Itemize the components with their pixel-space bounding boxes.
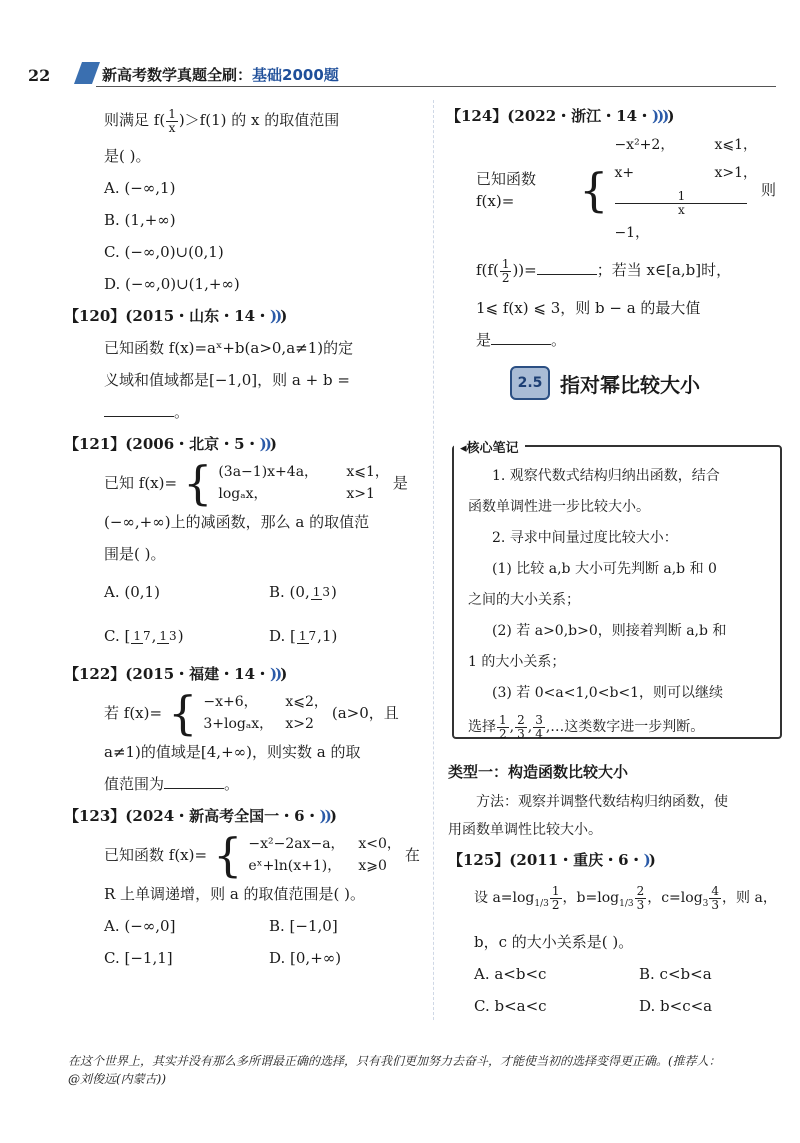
answer-blank[interactable] <box>104 402 174 417</box>
difficulty-moon-icon: ))) <box>652 107 668 125</box>
option-b[interactable]: B. (0, 1 3) <box>269 583 337 601</box>
option-a[interactable]: A. (0,1) <box>104 583 160 601</box>
header-rule <box>96 86 776 87</box>
option-d[interactable]: D. [ 1 7,1) <box>269 627 338 645</box>
type-one-title: 类型一：构造函数比较大小 <box>448 763 629 781</box>
option-b[interactable]: B. (1,+∞) <box>104 211 176 229</box>
header-stripe <box>74 62 100 84</box>
book-title: 新高考数学真题全刷：基础2000题 <box>102 66 339 84</box>
column-divider <box>433 100 434 1020</box>
option-c[interactable]: C. [ 1 7, 1 3) <box>104 627 184 645</box>
page-number: 22 <box>28 66 51 85</box>
question-119-continuation: 则满足 f( $\frac{1}{x}$ )＞f(1) 的 x 的取值范围 是( )。 A. (−∞,1) B. (1,+∞) C. (−∞,0)∪(0,1) D. (−∞,0)∪(1,+∞) <box>64 100 424 300</box>
left-column <box>64 100 424 974</box>
option-d[interactable]: D. [0,+∞) <box>269 949 342 967</box>
type-one-block: 类型一：构造函数比较大小 方法：观察并调整代数结构归纳函数，使 用函数单调性比较大小。 【125】(2011・重庆・6・)) 设 $a=\log_{1/3}$ $\frac{1}{2}$ ，$b=\log_{1/3}$ $\frac{2}{3}$ ，$c=\log_3$ $\frac{4}{3}$ ，则 a， b，c 的大小关系是( )。 A. a<b<c B. c<b<a C. b<a<c D. b<c<a <box>448 756 778 1022</box>
difficulty-moon-icon: )) <box>259 435 270 453</box>
option-a[interactable]: A. a<b<c <box>474 964 547 983</box>
option-b[interactable]: B. c<b<a <box>639 964 712 983</box>
section-title: 指对幂比较大小 <box>560 372 700 397</box>
option-a[interactable]: A. (−∞,1) <box>104 179 176 197</box>
option-c[interactable]: C. [−1,1] <box>104 949 173 967</box>
core-notes-label: ◂核心笔记 <box>454 437 525 456</box>
answer-blank[interactable] <box>537 260 597 275</box>
piecewise-function: 已知 f(x)= { (3a−1)x+4a， x⩽1， logₐx， x>1 是 <box>104 456 408 510</box>
question-124: 【124】(2022・浙江・14・)))) 已知函数 f(x)= { −x²+2， x⩽1， x+ $\frac{1}{x}$ −1， x>1， 则 f(f( $\frac{1}{2}$ ))= ；若当 x∈[a,b]时， 1⩽ f(x) ⩽ 3，则 b − a 的最大值 是 。 <box>446 107 776 349</box>
question-123: 【123】(2024・新高考全国一・6・))) 已知函数 f(x)= { −x²−2ax−a， x<0， eˣ+ln(x+1)， x⩾0 在 R 上单调递增，则 a 的取值范围是( )。 A. (−∞,0] B. [−1,0] C. [−1,1] D. [0,+∞) <box>64 800 424 974</box>
answer-blank[interactable] <box>491 330 551 345</box>
option-a[interactable]: A. (−∞,0] <box>104 917 176 935</box>
question-121: 【121】(2006・北京・5・))) 已知 f(x)= { (3a−1)x+4a， x⩽1， logₐx， x>1 是 (−∞,+∞)上的减函数，那么 a 的取值范 围是( )。 A. (0,1) B. (0, 1 3) C. [ 1 7, 1 3) D. [ 1 7,1) <box>64 428 424 658</box>
option-b[interactable]: B. [−1,0] <box>269 917 338 935</box>
question-122: 【122】(2015・福建・14・))) 若 f(x)= { −x+6， x⩽2， 3+logₐx， x>2 (a>0，且 a≠1)的值域是[4,+∞)，则实数 a 的取 值范围为 。 <box>64 658 424 800</box>
footer-quote: 在这个世界上，其实并没有那么多所谓最正确的选择，只有我们更加努力去奋斗，才能使当初的选择变得更正确。(推荐人： @刘俊远(内蒙古)) <box>68 1054 721 1086</box>
difficulty-moon-icon: ) <box>643 851 649 869</box>
piecewise-function: 已知函数 f(x)= { −x²+2， x⩽1， x+ $\frac{1}{x}$ −1， x>1， 则 <box>476 137 776 241</box>
difficulty-moon-icon: )) <box>319 807 330 825</box>
core-notes-box: ◂核心笔记 1. 观察代数式结构归纳出函数，结合 函数单调性进一步比较大小。 2. 寻求中间量过度比较大小： (1) 比较 a,b 大小可先判断 a,b 和 0 之间的大小关系； (2) 若 a>0,b>0，则接着判断 a,b 和 1 的大小关系； (3) 若 0<a<1,0<b<1，则可以继续 选择 $\frac{1}{2}$ , $\frac{2}{3}$ , $\frac{3}{4}$ ,…这类数字进一步判断。 <box>452 445 782 739</box>
question-120: 【120】(2015・山东・14・))) 已知函数 f(x)=aˣ+b(a>0,a≠1)的定 义域和值域都是[−1,0]，则 a + b = 。 <box>64 307 354 421</box>
option-c[interactable]: C. b<a<c <box>474 996 547 1015</box>
option-c[interactable]: C. (−∞,0)∪(0,1) <box>104 243 224 261</box>
section-badge: 2.5 <box>510 366 550 400</box>
difficulty-moon-icon: )) <box>270 665 281 683</box>
option-d[interactable]: D. (−∞,0)∪(1,+∞) <box>104 275 240 293</box>
right-column <box>446 100 776 356</box>
option-d[interactable]: D. b<c<a <box>639 996 713 1015</box>
answer-blank[interactable] <box>164 774 224 789</box>
page-header <box>0 0 800 90</box>
piecewise-function: 已知函数 f(x)= { −x²−2ax−a， x<0， eˣ+ln(x+1)， x⩾0 在 <box>104 828 420 882</box>
question-125: 【125】(2011・重庆・6・)) 设 $a=\log_{1/3}$ $\frac{1}{2}$ ，$b=\log_{1/3}$ $\frac{2}{3}$ ，$c=\log_3$ $\frac{4}{3}$ ，则 a， b，c 的大小关系是( )。 A. a<b<c B. c<b<a C. b<a<c D. b<c<a <box>448 844 778 1022</box>
section-heading <box>510 366 700 400</box>
difficulty-moon-icon: )) <box>270 307 281 325</box>
piecewise-function: 若 f(x)= { −x+6， x⩽2， 3+logₐx， x>2 (a>0，且 <box>104 686 399 740</box>
